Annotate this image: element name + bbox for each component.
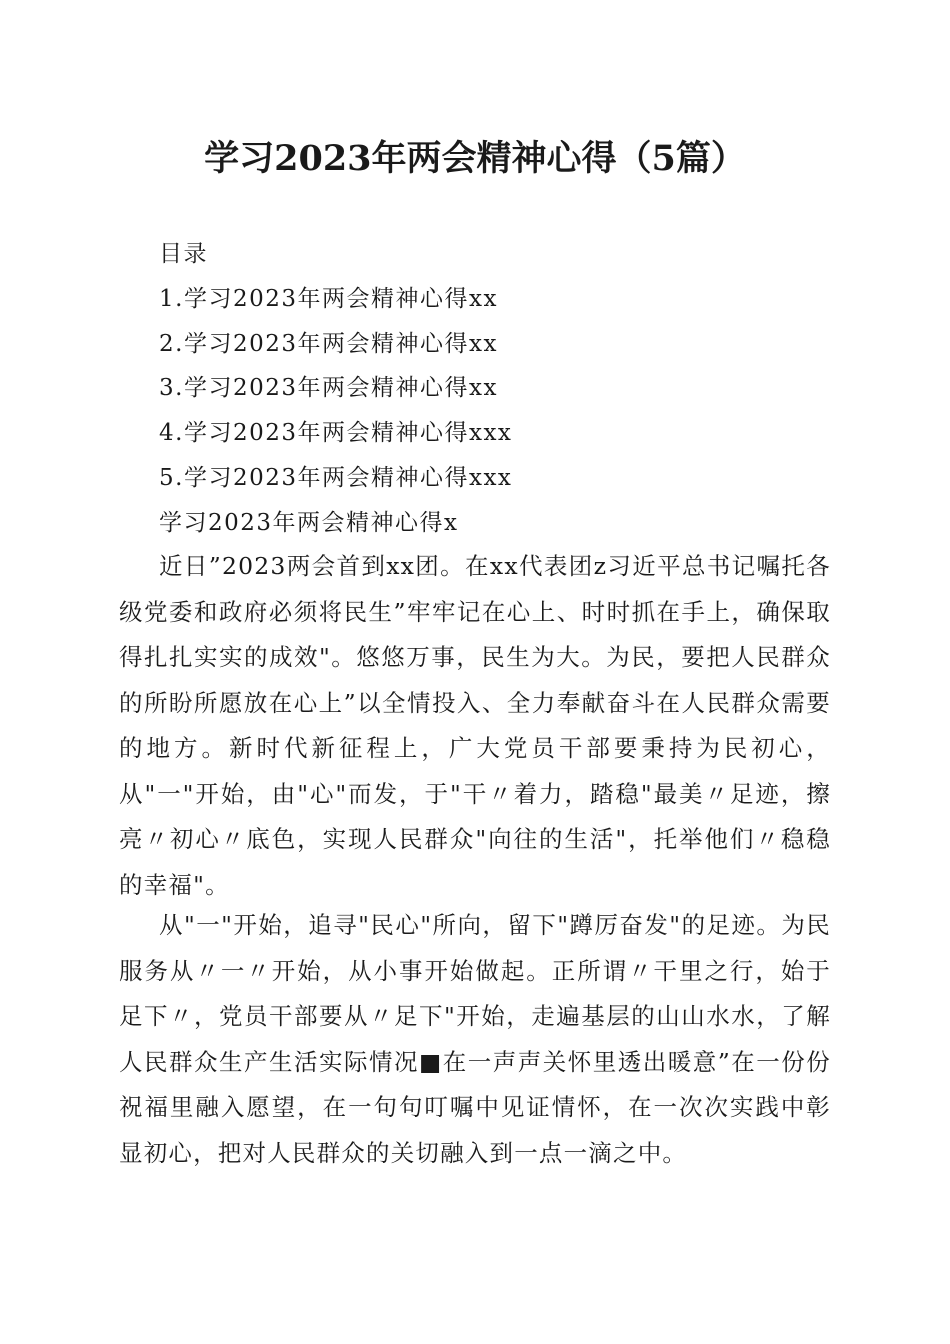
toc-item: 1.学习2023年两会精神心得xx — [159, 285, 498, 312]
toc-item: 2.学习2023年两会精神心得xx — [159, 330, 498, 357]
toc-item: 5.学习2023年两会精神心得xxx — [159, 464, 513, 491]
toc-item: 4.学习2023年两会精神心得xxx — [159, 420, 513, 447]
table-of-contents — [159, 232, 859, 546]
body-paragraph: 近日”2023两会首到xx团。在xx代表团z习近平总书记嘱托各级党委和政府必须将民生”牢牢记在心上、时时抓在手上，确保取得扎扎实实的成效"。悠悠万事，民生为大。为民，要把人民群众的所盼所愿放在心上”以全情投入、全力奉献奋斗在人民群众需要的地方。新时代新征程上，广大党员干部要秉持为民初心，从"一"开始，由"心"而发，于"干〃着力，踏稳"最美〃足迹，擦亮〃初心〃底色，实现人民群众"向往的生活"，托举他们〃稳稳的幸福"。 — [119, 552, 831, 899]
toc-heading: 目录 — [159, 241, 208, 267]
document-title: 学习2023年两会精神心得（5篇） — [204, 138, 746, 179]
section-heading: 学习2023年两会精神心得x — [159, 509, 459, 536]
body-paragraph: 从"一"开始，追寻"民心"所向，留下"蹲厉奋发"的足迹。为民服务从〃一〃开始，从小事开始做起。正所谓〃干里之行，始于足下〃，党员干部要从〃足下"开始，走遍基层的山山水水，了解人民群众生产生活实际情况■在一声声关怀里透出暖意”在一份份祝福里融入愿望，在一句句叮嘱中见证情怀，在一次次实践中彰显初心，把对人民群众的关切融入到一点一滴之中。 — [119, 911, 831, 1167]
toc-item: 3.学习2023年两会精神心得xx — [159, 375, 498, 402]
